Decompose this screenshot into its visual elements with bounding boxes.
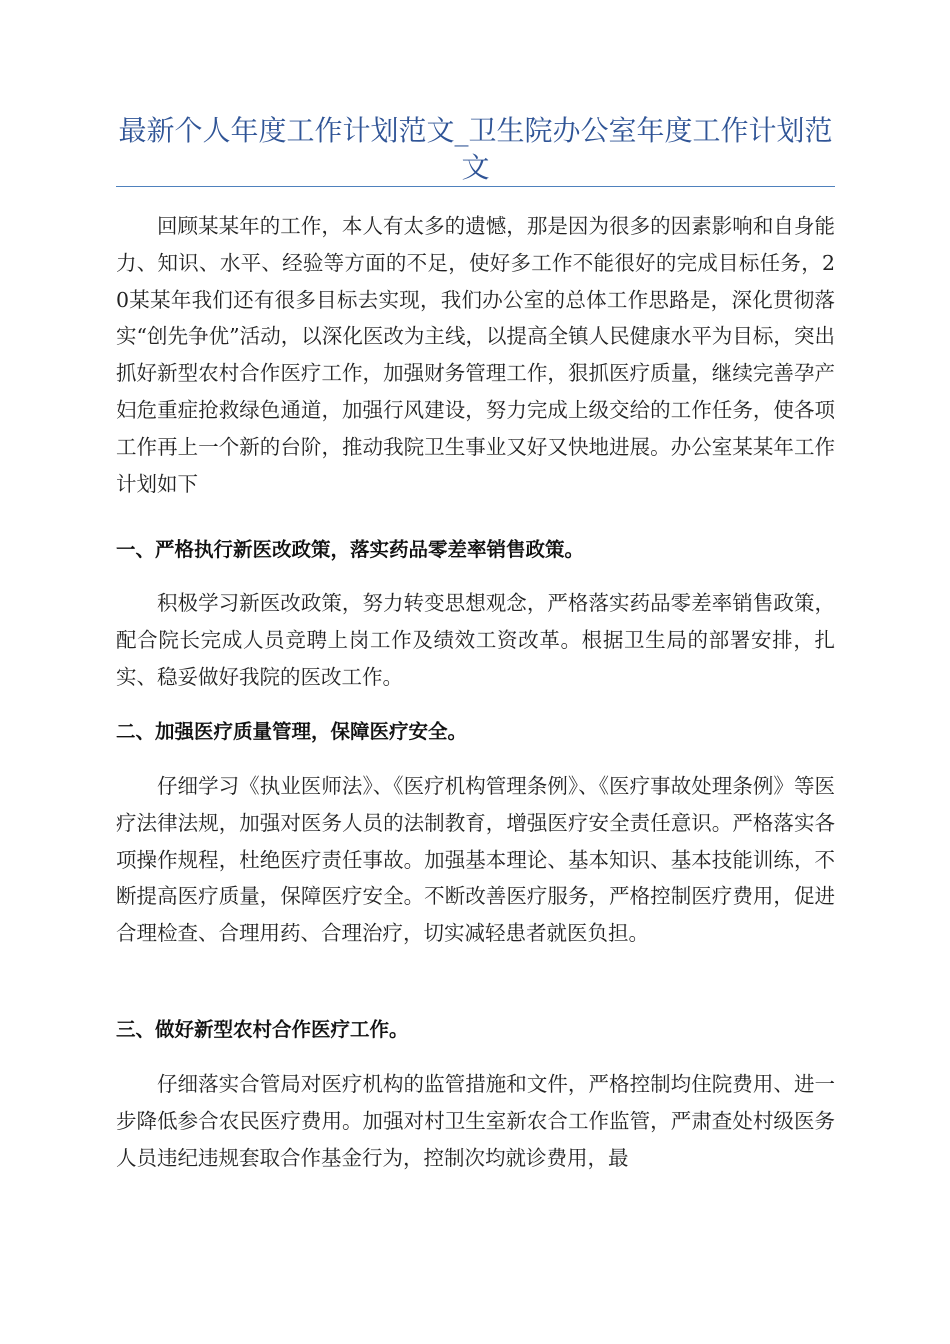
section-paragraph-2: 仔细学习《执业医师法》、《医疗机构管理条例》、《医疗事故处理条例》等医疗法律法规，加强对医务人员的法制教育，增强医疗安全责任意识。严格落实各项操作规程，杜绝医疗责任事故。加强基本理论、基本知识、基本技能训练，不断提高医疗质量，保障医疗安全。不断改善医疗服务，严格控制医疗费用，促进合理检查、合理用药、合理治疗，切实减轻患者就医负担。 [116,774,835,946]
section-paragraph-1: 积极学习新医改政策，努力转变思想观念，严格落实药品零差率销售政策，配合院长完成人员竞聘上岗工作及绩效工资改革。根据卫生局的部署安排，扎实、稳妥做好我院的医改工作。 [116,591,835,689]
document-title: 最新个人年度工作计划范文_卫生院办公室年度工作计划范文 [118,114,833,184]
section-heading-3: 三、做好新型农村合作医疗工作。 [116,1018,409,1041]
title-underline-divider [116,186,835,187]
intro-paragraph: 回顾某某年的工作，本人有太多的遗憾，那是因为很多的因素影响和自身能力、知识、水平、经验等方面的不足，使好多工作不能很好的完成目标任务，20某某年我们还有很多目标去实现，我们办公室的总体工作思路是，深化贯彻落实“创先争优”活动，以深化医改为主线，以提高全镇人民健康水平为目标，突出抓好新型农村合作医疗工作，加强财务管理工作，狠抓医疗质量，继续完善孕产妇危重症抢救绿色通道，加强行风建设，努力完成上级交给的工作任务，使各项工作再上一个新的台阶，推动我院卫生事业又好又快地进展。办公室某某年工作计划如下 [116,214,835,496]
section-paragraph-3: 仔细落实合管局对医疗机构的监管措施和文件，严格控制均住院费用、进一步降低参合农民医疗费用。加强对村卫生室新农合工作监管，严肃查处村级医务人员违纪违规套取合作基金行为，控制次均就诊费用，最 [116,1072,835,1170]
section-heading-2: 二、加强医疗质量管理，保障医疗安全。 [116,720,468,743]
section-heading-1: 一、严格执行新医改政策，落实药品零差率销售政策。 [116,538,585,561]
